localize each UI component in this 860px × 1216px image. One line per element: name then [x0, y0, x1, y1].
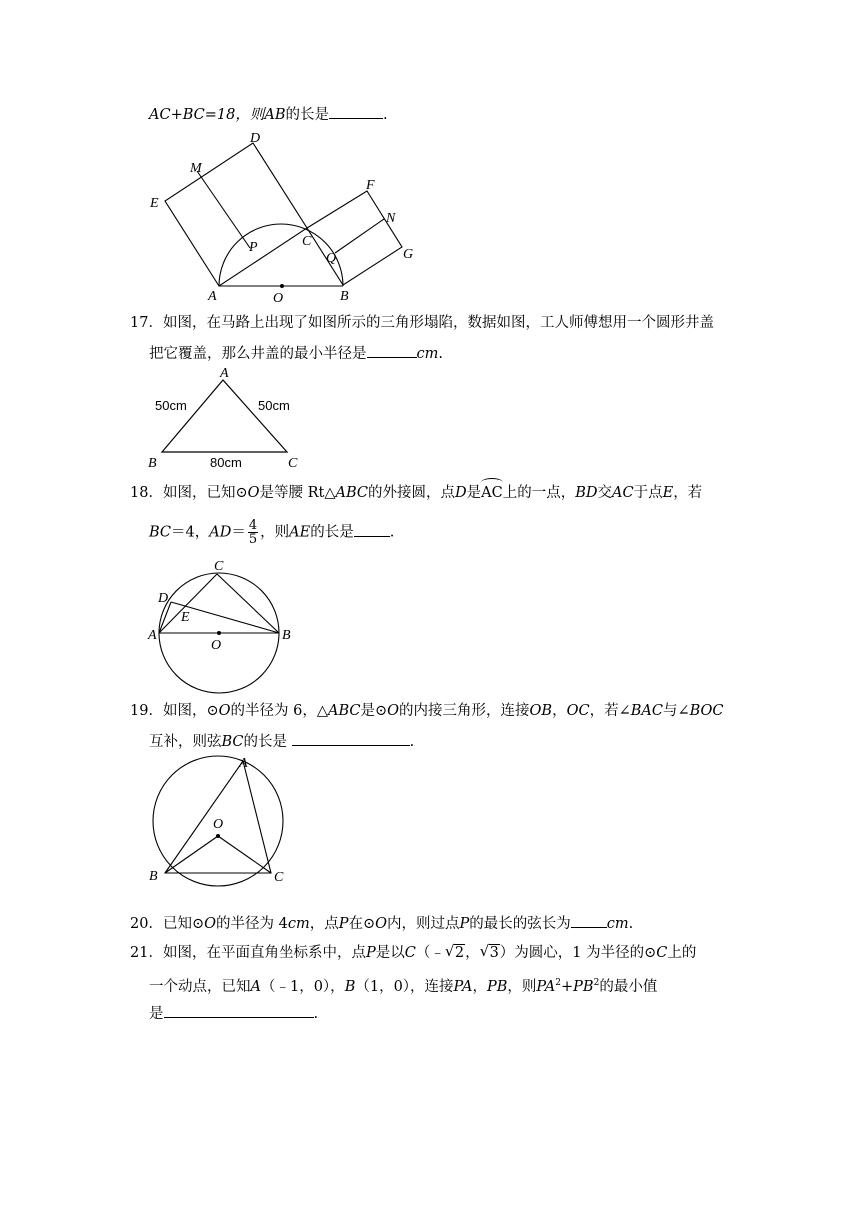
q17-line2	[149, 343, 443, 364]
q21-t3: 是以	[375, 945, 405, 961]
q20-t2: O	[204, 916, 216, 932]
q21-u8: PB	[486, 978, 508, 995]
q18-arc-ac: AC	[481, 485, 503, 501]
q19-t8: OB	[529, 703, 553, 719]
q19-line1	[130, 701, 724, 721]
q17-end: .	[438, 346, 443, 362]
q18-t2: O	[247, 485, 260, 501]
q18-center-dot	[217, 631, 221, 635]
q20-t10: P	[459, 916, 470, 932]
q18-u5: ，则	[260, 524, 290, 541]
q17-figure	[140, 366, 310, 474]
q16-line-mp	[197, 171, 250, 248]
q21-sqrt-3-value: 3	[489, 945, 499, 961]
q16-label-a: A	[208, 289, 217, 304]
q17-unit: cm	[416, 346, 439, 362]
q21-u4: B	[344, 978, 356, 995]
q19-label-o: O	[213, 817, 224, 832]
q19-t9: ，	[552, 703, 567, 719]
q18-u7: 的长是	[310, 524, 354, 541]
q18-label-o: O	[211, 638, 222, 653]
q19-end: .	[409, 734, 415, 750]
q21-number: 21．	[130, 945, 163, 961]
q19-u2: BC	[221, 734, 244, 750]
q16-text	[149, 104, 388, 125]
q21-u2: A	[250, 978, 261, 995]
q20-t11: 的最长的弦长为	[469, 916, 571, 932]
q19-t5: 是⊙	[360, 703, 388, 719]
q20-t9: 内，则过点	[387, 916, 460, 932]
q17-triangle	[162, 380, 287, 452]
q18-figure	[140, 552, 300, 694]
q16-label-g: G	[403, 247, 414, 262]
q18-frac-den: 5	[248, 532, 258, 547]
q21-sqrt-2	[445, 943, 465, 963]
q21-sqrt-3	[480, 943, 500, 963]
q20-t5: ，点	[309, 916, 339, 932]
q21-t7: ）为圆心，1 为半径的⊙	[499, 945, 657, 961]
q21-u3: （﹣1，0），	[260, 978, 345, 995]
q21-t8: C	[656, 945, 668, 961]
q21-u14: 2	[593, 978, 600, 988]
q19-t14: BOC	[689, 703, 724, 719]
q18-t4: ABC	[335, 485, 369, 501]
q21-t6: ，	[465, 945, 480, 961]
q18-t10: 交	[597, 485, 613, 501]
q20-end: .	[628, 916, 634, 932]
q20-answer-blank[interactable]	[571, 913, 607, 928]
q18-number: 18．	[130, 485, 163, 501]
q21-u15: 的最小值	[599, 978, 658, 995]
q18-t1: 如图，已知⊙	[162, 485, 248, 501]
q20-t7: 在⊙	[348, 916, 376, 932]
q16-label-p: P	[249, 240, 258, 255]
q19-t7: 的内接三角形，连接	[399, 703, 530, 719]
q16-given: AC+BC=18，则	[149, 107, 265, 123]
q16-label-e: E	[150, 196, 159, 211]
q17-label-bc-length: 80cm	[210, 455, 242, 470]
q18-label-b: B	[282, 628, 291, 643]
q20-unit: cm	[606, 916, 629, 932]
q18-frac-num: 4	[248, 518, 258, 533]
q18-label-a: A	[148, 628, 157, 643]
q21-t1: 如图，在平面直角坐标系中，点	[162, 945, 366, 961]
q21-t5: （﹣	[415, 945, 445, 961]
q21-u9: ，则	[507, 978, 537, 995]
q19-t1: 如图，⊙	[162, 703, 219, 719]
q21-u1: 一个动点，已知	[149, 978, 251, 995]
q18-fraction	[248, 519, 258, 546]
q20-t4: cm	[287, 916, 310, 932]
q16-label-n: N	[386, 211, 396, 226]
q18-t9: BD	[575, 485, 598, 501]
q18-end: .	[389, 524, 395, 541]
q18-u2: ＝4，	[171, 524, 210, 541]
q21-u11: 2	[555, 978, 562, 988]
q20-t6: P	[338, 916, 349, 932]
q19-answer-blank[interactable]	[292, 731, 410, 746]
q16-label-b: B	[340, 289, 349, 304]
q21-t2: P	[365, 945, 376, 961]
q17-label-b: B	[148, 456, 157, 471]
q19-t6: O	[387, 703, 400, 719]
q18-t6: D	[455, 485, 467, 501]
q21-u10: PA	[536, 978, 556, 995]
q16-center-dot	[280, 284, 284, 288]
q19-t11: ，若∠	[589, 703, 631, 719]
q21-answer-blank[interactable]	[164, 1003, 314, 1018]
q16-label-o: O	[273, 291, 284, 306]
q19-center-dot	[216, 834, 220, 838]
q21-v1: 是	[149, 1006, 164, 1022]
q19-number: 19．	[130, 703, 163, 719]
q18-t8: 上的一点，	[502, 485, 576, 501]
q16-label-f: F	[366, 178, 375, 193]
q21-sqrt-2-value: 2	[454, 945, 465, 961]
q21-t4: C	[404, 945, 416, 961]
q17-label-ab-length: 50cm	[155, 398, 187, 413]
q21-u5: （1，0），连接	[355, 978, 454, 995]
q19-t10: OC	[566, 703, 590, 719]
q18-u3: AD	[209, 524, 232, 541]
q20-t3: 的半径为 4	[216, 916, 288, 932]
q19-line-ob	[165, 836, 218, 873]
q19-line2	[149, 731, 414, 752]
q17-label-ac-length: 50cm	[258, 398, 290, 413]
q16-ask: 的长是	[285, 107, 329, 123]
q19-t4: ABC	[328, 703, 361, 719]
q18-answer-blank[interactable]	[354, 522, 390, 537]
q19-label-a: A	[239, 756, 248, 771]
q17-label-a: A	[220, 366, 229, 381]
q18-t14: ，若	[673, 485, 703, 501]
q16-figure	[140, 128, 430, 308]
q20-number: 20．	[130, 916, 163, 932]
q16-label-q: Q	[326, 251, 337, 266]
q19-label-b: B	[149, 869, 158, 884]
q17-number: 17．	[130, 315, 163, 331]
q19-u3: 的长是	[243, 734, 288, 750]
q19-t2: O	[218, 703, 231, 719]
q18-u6: AE	[289, 524, 311, 541]
q21-u12: +	[561, 978, 574, 995]
q18-t3: 是等腰 Rt△	[259, 485, 336, 501]
q18-u4: ＝	[231, 524, 246, 541]
q21-end: .	[313, 1006, 319, 1022]
q16-answer-blank[interactable]	[329, 104, 383, 119]
q19-t13: 与∠	[662, 703, 690, 719]
q21-u6: PA	[453, 978, 473, 995]
q17-line1	[130, 313, 714, 333]
q21-u7: ，	[472, 978, 487, 995]
q21-line1	[130, 943, 696, 963]
q16-square-bcfg	[307, 191, 402, 285]
q18-t5: 的外接圆，点	[368, 485, 456, 501]
q18-line2	[149, 519, 394, 546]
q18-label-e: E	[181, 610, 190, 625]
q16-ab: AB	[264, 107, 286, 123]
q19-t12: BAC	[630, 703, 663, 719]
q19-u1: 互补，则弦	[149, 734, 222, 750]
q19-label-c: C	[274, 870, 284, 885]
q16-label-c: C	[302, 234, 312, 249]
q16-line-qn	[335, 219, 384, 253]
q18-t12: 于点	[633, 485, 663, 501]
q16-label-m: M	[190, 161, 202, 176]
q17-answer-blank[interactable]	[367, 343, 417, 358]
q21-line3	[149, 1003, 318, 1024]
q16-label-d: D	[250, 131, 261, 146]
q17-text2: 把它覆盖，那么井盖的最小半径是	[149, 346, 367, 362]
q18-u1: BC	[149, 524, 172, 541]
q20-t8: O	[375, 916, 388, 932]
q17-text1: 如图，在马路上出现了如图所示的三角形塌陷，数据如图，工人师傅想用一个圆形井盖	[162, 315, 714, 331]
q18-t13: E	[662, 485, 674, 501]
q18-label-c: C	[214, 559, 224, 574]
q20-t1: 已知⊙	[162, 916, 205, 932]
q21-u13: PB	[573, 978, 594, 995]
q18-t7: 是	[466, 485, 482, 501]
q20-line	[130, 913, 633, 934]
q16-square-acde	[165, 143, 307, 286]
q18-t11: AC	[612, 485, 634, 501]
q18-line1	[130, 483, 702, 503]
q21-t9: 上的	[667, 945, 697, 961]
q17-label-c: C	[288, 456, 298, 471]
q21-line2	[149, 973, 657, 997]
q19-t3: 的半径为 6，△	[230, 703, 328, 719]
q19-figure	[140, 755, 300, 885]
q18-label-d: D	[158, 591, 169, 606]
q16-end: .	[382, 107, 388, 123]
